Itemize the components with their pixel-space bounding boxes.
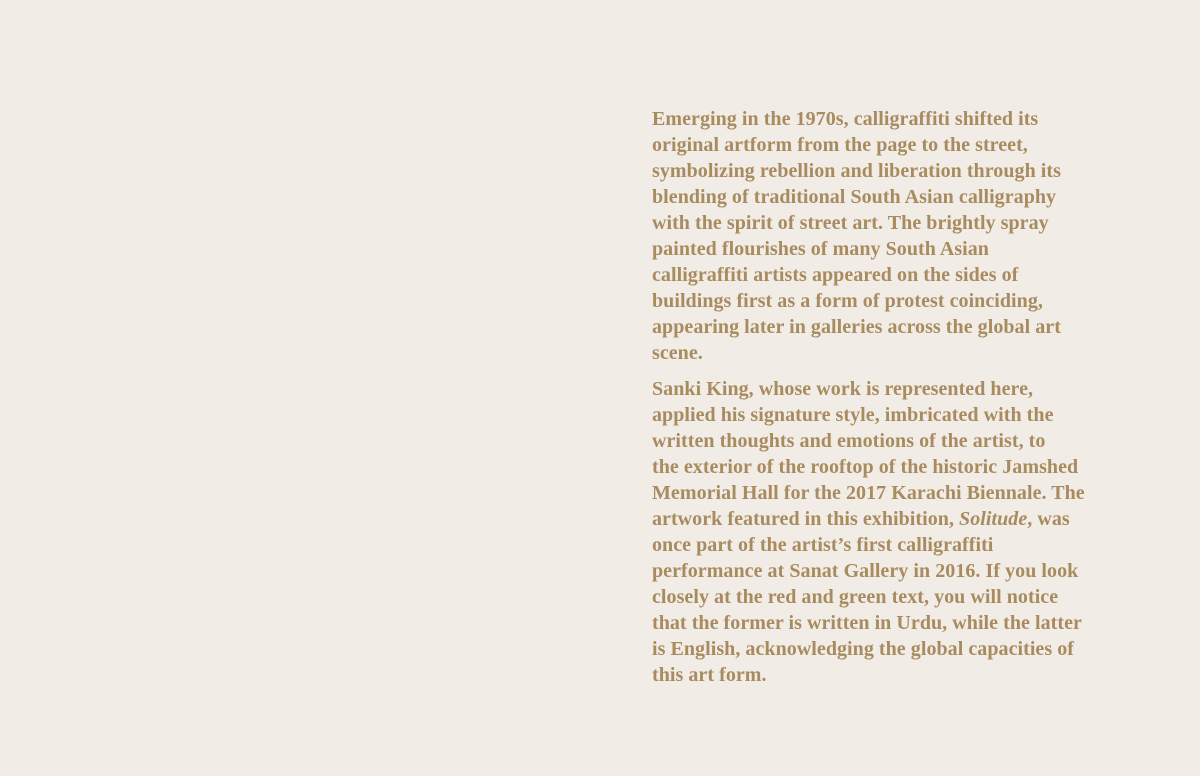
text-line: calligraffiti artists appeared on the sides of (652, 264, 1019, 286)
text-line: with the spirit of street art. The brightly spray (652, 212, 1049, 234)
text-line: buildings first as a form of protest coinciding, (652, 290, 1043, 312)
text-line: that the former is written in Urdu, while the latter (652, 612, 1082, 634)
text-line: once part of the artist’s first calligraffiti (652, 534, 994, 556)
text-line: scene. (652, 342, 703, 364)
text-line: blending of traditional South Asian calligraphy (652, 186, 1057, 208)
artwork-title: Solitude (959, 508, 1028, 530)
text-line-with-title (652, 506, 1152, 532)
text-line: Emerging in the 1970s, calligraffiti shifted its (652, 108, 1039, 130)
text-line: applied his signature style, imbricated with the (652, 404, 1054, 426)
text-line: original artform from the page to the street, (652, 134, 1028, 156)
paragraph-calligraffiti-history (652, 106, 1152, 366)
text-line: this art form. (652, 664, 767, 686)
text-line: symbolizing rebellion and liberation through its (652, 160, 1061, 182)
text-line: closely at the red and green text, you will notice (652, 586, 1059, 608)
text-line: appearing later in galleries across the global art (652, 316, 1061, 338)
article-text (652, 106, 1152, 688)
text-line: is English, acknowledging the global capacities of (652, 638, 1074, 660)
paragraph-sanki-king (652, 376, 1152, 688)
text-fragment: artwork featured in this exhibition, (652, 508, 960, 530)
text-line: painted flourishes of many South Asian (652, 238, 989, 260)
text-line: performance at Sanat Gallery in 2016. If you look (652, 560, 1079, 582)
text-line: Sanki King, whose work is represented here, (652, 378, 1034, 400)
text-fragment: , was (1027, 508, 1070, 530)
text-line: written thoughts and emotions of the artist, to (652, 430, 1046, 452)
text-line: the exterior of the rooftop of the historic Jamshed (652, 456, 1079, 478)
text-line: Memorial Hall for the 2017 Karachi Biennale. The (652, 482, 1085, 504)
